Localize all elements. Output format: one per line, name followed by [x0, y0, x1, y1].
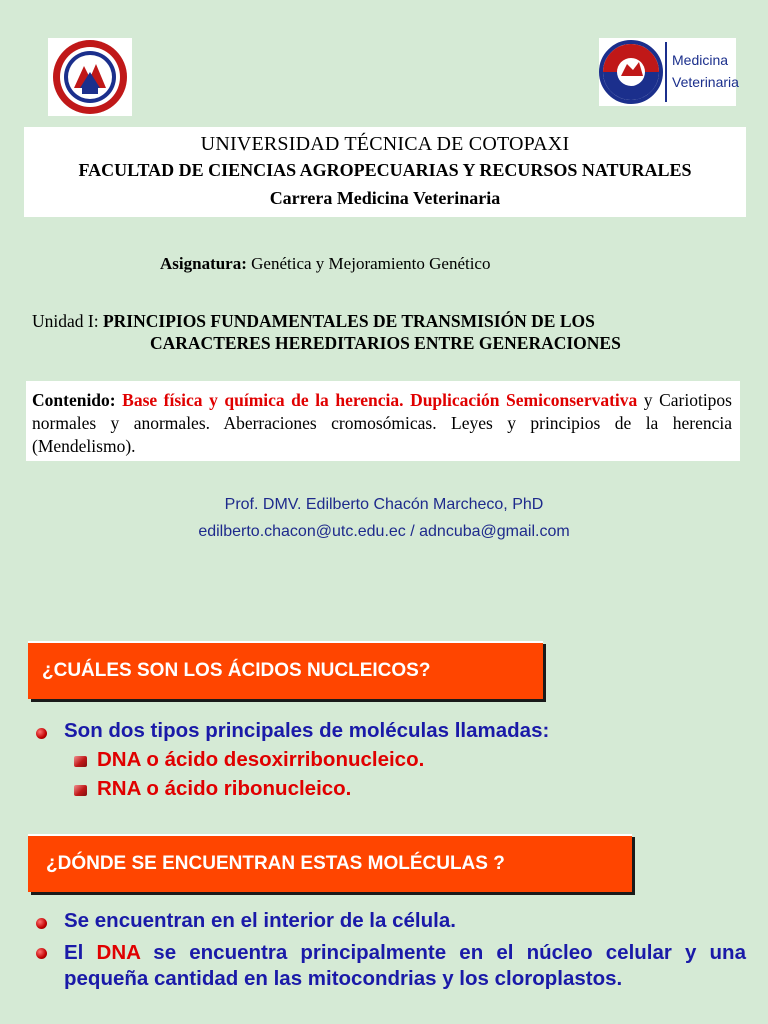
- section1-sub1: DNA o ácido desoxirribonucleico.: [97, 748, 425, 771]
- bullet-icon: [36, 948, 47, 959]
- unidad-title-line1: PRINCIPIOS FUNDAMENTALES DE TRANSMISIÓN DE LOS: [102, 311, 595, 331]
- contenido-label: Contenido:: [32, 390, 116, 410]
- university-seal-icon: [48, 38, 132, 116]
- veterinary-emblem-icon: [599, 38, 669, 106]
- bullet-icon: [36, 728, 47, 739]
- unidad-block: [32, 310, 742, 354]
- section2-bullet1: Se encuentran en el interior de la célula.: [64, 909, 456, 932]
- asignatura-line: [160, 254, 490, 274]
- section2-bullet2: [64, 940, 746, 992]
- author-emails: edilberto.chacon@utc.edu.ec / adncuba@gmail.com: [198, 523, 570, 540]
- unidad-label: Unidad I:: [32, 311, 99, 331]
- asignatura-label: Asignatura:: [160, 254, 247, 273]
- logo-text-medicina: Medicina: [672, 52, 729, 68]
- title-box: [24, 127, 746, 217]
- career-name: Carrera Medicina Veterinaria: [269, 188, 501, 208]
- medicina-veterinaria-logo: [599, 38, 739, 106]
- contenido-rest: y Cariotipos normales y anormales. Aberraciones cromosómicas. Leyes y principios de la herencia (Mendelismo).: [32, 390, 732, 456]
- faculty-name: FACULTAD DE CIENCIAS AGROPECUARIAS Y RECURSOS NATURALES: [78, 160, 692, 180]
- section1-bullet: Son dos tipos principales de moléculas llamadas:: [64, 719, 550, 742]
- university-logo: [48, 38, 132, 116]
- logo-text-veterinaria: Veterinaria: [672, 74, 739, 90]
- bullet-icon: [36, 918, 47, 929]
- bullet2-pre: El: [64, 941, 97, 964]
- bullet2-post: se encuentra principalmente en el núcleo celular y una pequeña cantidad en las mitocondrias y los cloroplastos.: [64, 941, 746, 990]
- sub-bullet-icon: [74, 756, 87, 767]
- contenido-highlight: Base física y química de la herencia. Duplicación Semiconservativa: [122, 390, 638, 410]
- bullet2-dna: DNA: [96, 941, 141, 964]
- contenido-box: [26, 381, 740, 461]
- section1-sub2: RNA o ácido ribonucleico.: [97, 777, 352, 800]
- university-name: UNIVERSIDAD TÉCNICA DE COTOPAXI: [200, 133, 570, 155]
- section2-heading: ¿DÓNDE SE ENCUENTRAN ESTAS MOLÉCULAS ?: [28, 834, 632, 892]
- unidad-title-line2: CARACTERES HEREDITARIOS ENTRE GENERACIONES: [150, 333, 621, 353]
- sub-bullet-icon: [74, 785, 87, 796]
- asignatura-value: Genética y Mejoramiento Genético: [251, 254, 491, 273]
- section1-heading: ¿CUÁLES SON LOS ÁCIDOS NUCLEICOS?: [28, 641, 543, 699]
- author-name: Prof. DMV. Edilberto Chacón Marcheco, PhD: [224, 496, 544, 513]
